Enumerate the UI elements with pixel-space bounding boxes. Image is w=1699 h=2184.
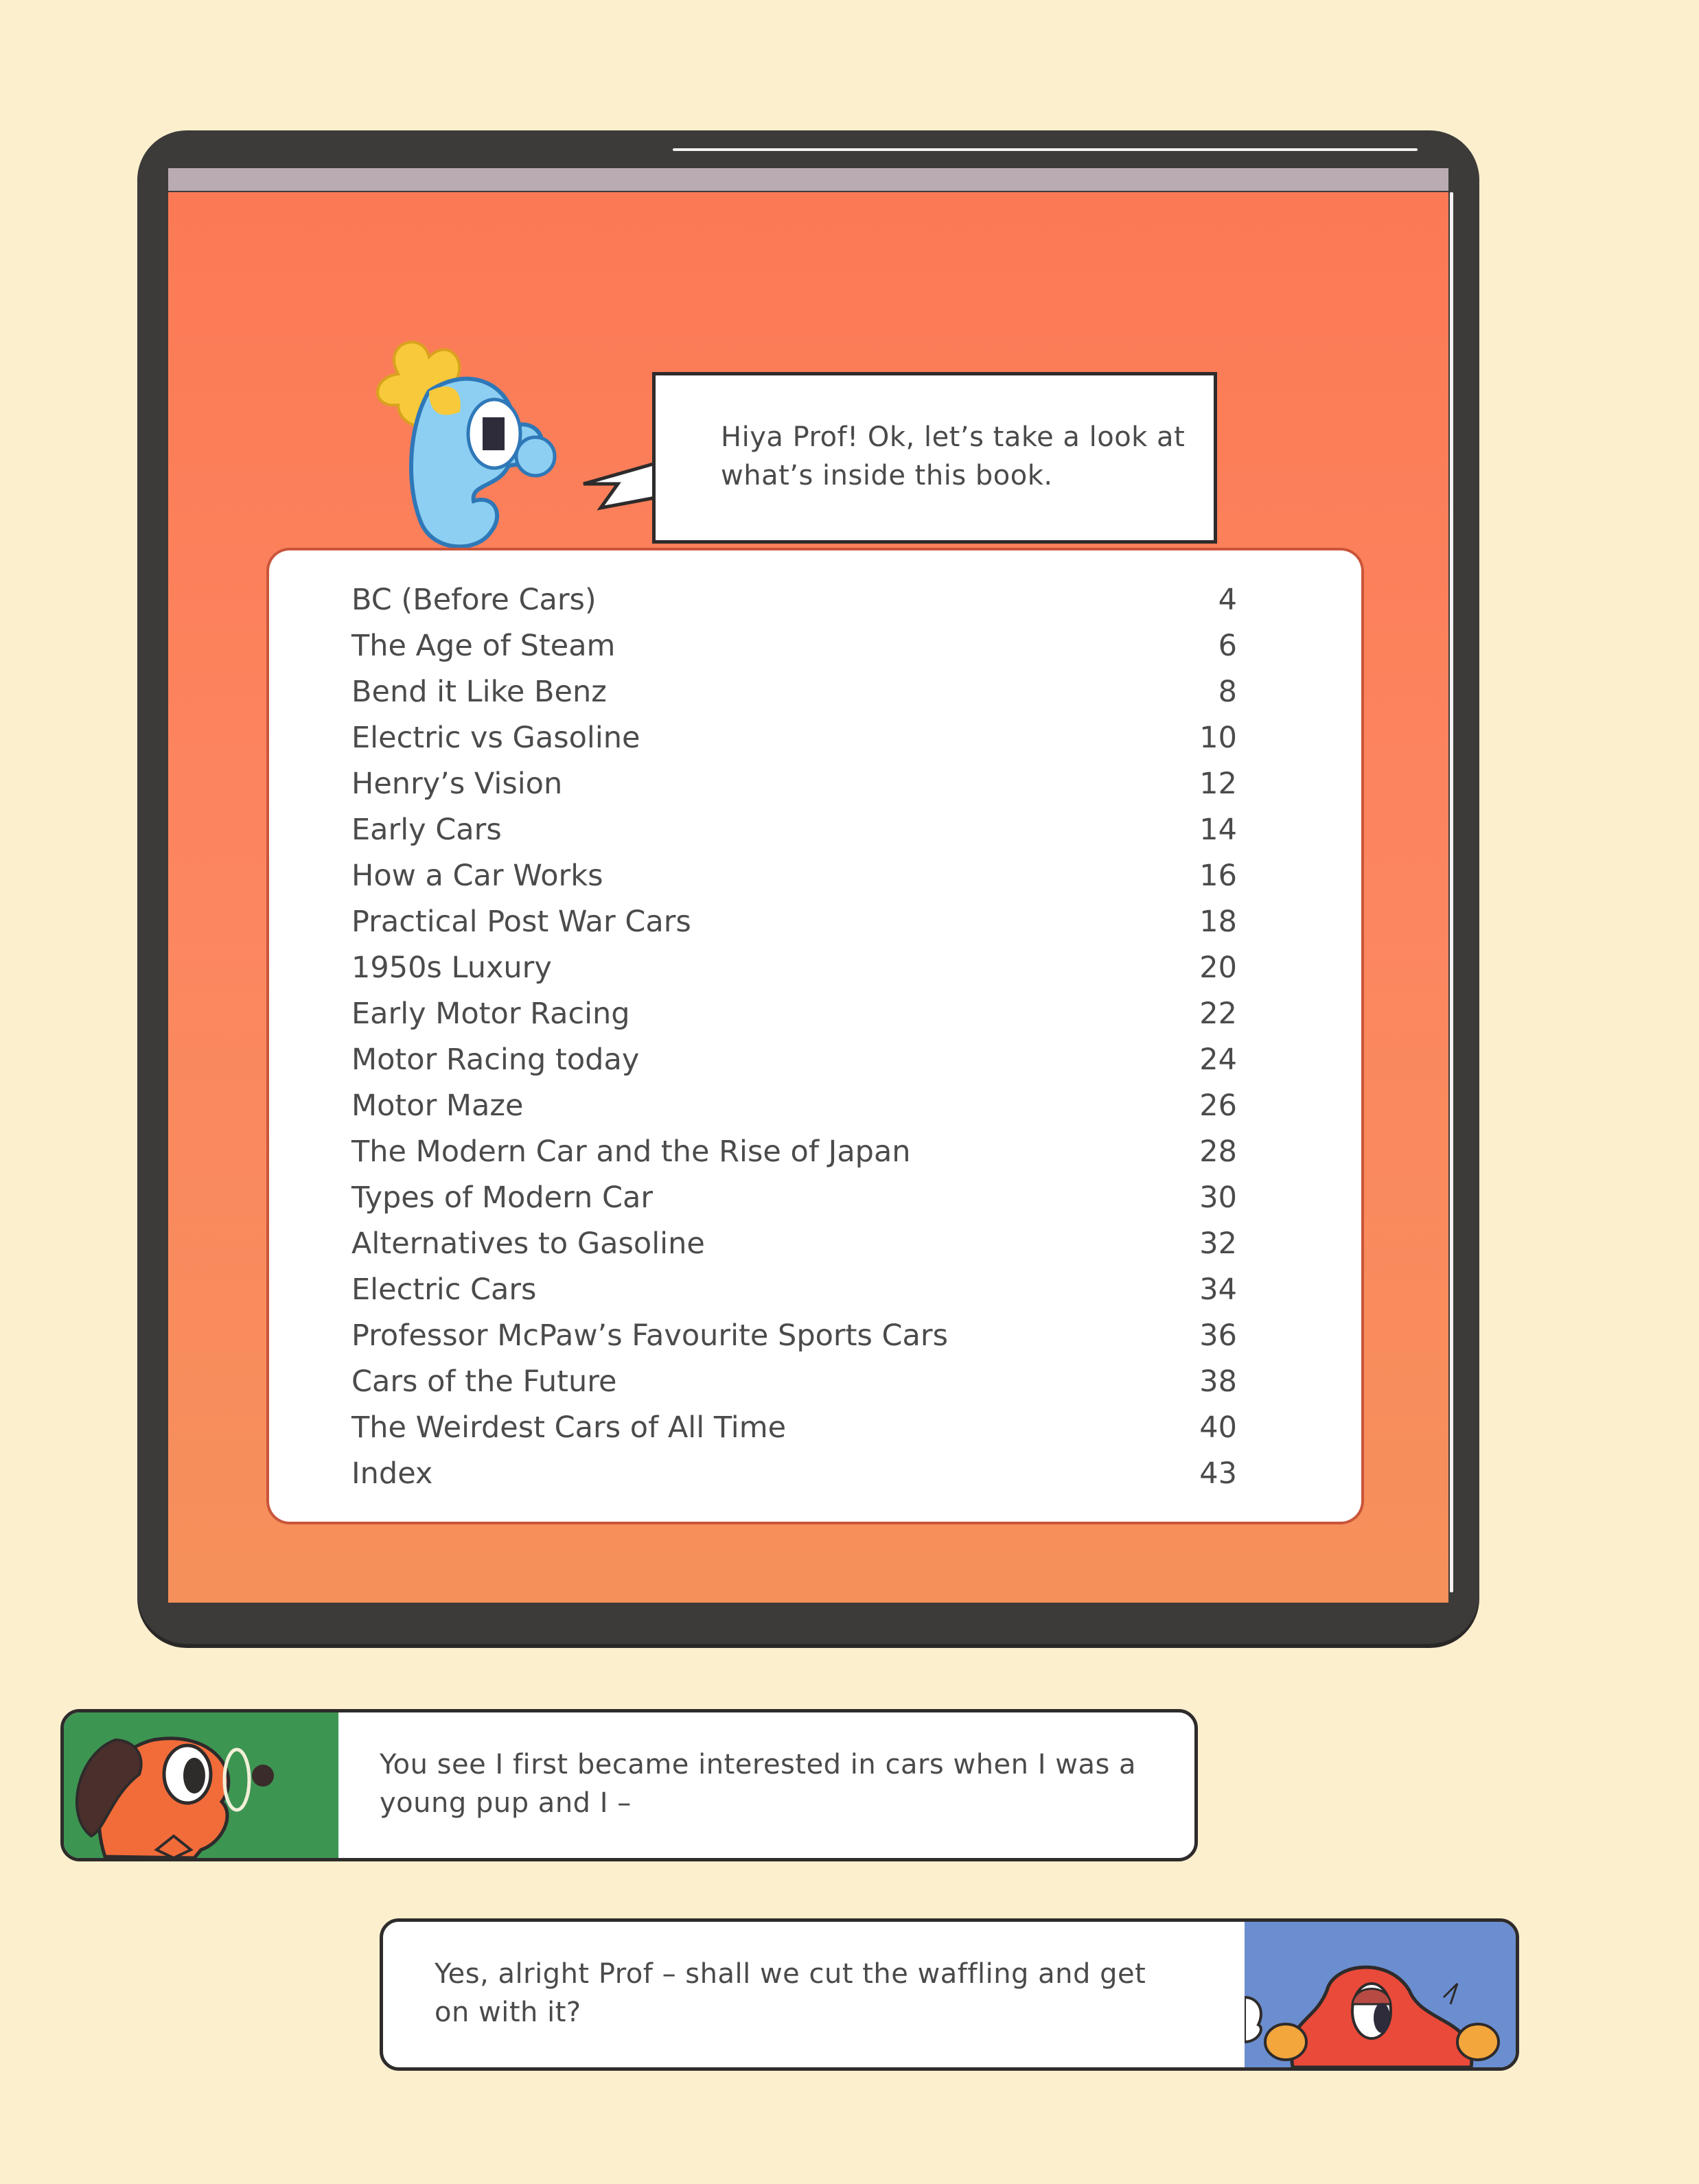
intro-speech-bubble bbox=[652, 372, 1217, 544]
toc-title: Electric Cars bbox=[351, 1272, 537, 1307]
intro-speech-text: Hiya Prof! Ok, let’s take a look at what’s inside this book. bbox=[721, 421, 1186, 491]
toc-entry[interactable] bbox=[351, 1404, 1237, 1450]
toc-page-number: 20 bbox=[1199, 950, 1237, 985]
toc-entry[interactable] bbox=[351, 806, 1237, 852]
toc-title: Index bbox=[351, 1456, 433, 1491]
toc-entry[interactable] bbox=[351, 1312, 1237, 1358]
toc-title: BC (Before Cars) bbox=[351, 582, 597, 617]
toc-title: Early Motor Racing bbox=[351, 996, 630, 1031]
toc-title: How a Car Works bbox=[351, 858, 603, 893]
toc-entry[interactable] bbox=[351, 669, 1237, 715]
toc-entry[interactable] bbox=[351, 1220, 1237, 1266]
toc-entry[interactable] bbox=[351, 852, 1237, 898]
toc-page-number: 26 bbox=[1199, 1088, 1237, 1123]
frame-highlight bbox=[1450, 192, 1453, 1592]
toc-title: The Age of Steam bbox=[351, 628, 616, 663]
toc-title: Motor Racing today bbox=[351, 1042, 640, 1077]
professor-dog-icon bbox=[64, 1712, 338, 1858]
toc-title: Practical Post War Cars bbox=[351, 904, 691, 939]
toc-page-number: 43 bbox=[1199, 1456, 1237, 1491]
toc-entry[interactable] bbox=[351, 1036, 1237, 1082]
toc-entry[interactable] bbox=[351, 898, 1237, 944]
toc-page-number: 32 bbox=[1199, 1226, 1237, 1261]
toc-title: Types of Modern Car bbox=[351, 1180, 654, 1215]
toc-page-number: 40 bbox=[1199, 1410, 1237, 1445]
toc-entry[interactable] bbox=[351, 1128, 1237, 1174]
toc-entry[interactable] bbox=[351, 990, 1237, 1036]
toc-page-number: 22 bbox=[1199, 996, 1237, 1031]
toc-title: The Modern Car and the Rise of Japan bbox=[351, 1134, 911, 1169]
toc-title: Alternatives to Gasoline bbox=[351, 1226, 705, 1261]
red-creature-icon bbox=[1245, 1922, 1516, 2067]
toc-page-number: 14 bbox=[1199, 812, 1237, 847]
toc-title: Early Cars bbox=[351, 812, 502, 847]
toc-title: 1950s Luxury bbox=[351, 950, 552, 985]
speech-tail-icon bbox=[580, 456, 662, 518]
professor-portrait bbox=[64, 1712, 338, 1858]
toc-entry[interactable] bbox=[351, 1358, 1237, 1404]
toc-page-number: 36 bbox=[1199, 1318, 1237, 1353]
toc-page-number: 18 bbox=[1199, 904, 1237, 939]
red-creature-portrait bbox=[1245, 1922, 1516, 2067]
professor-dialogue-bubble bbox=[60, 1709, 1198, 1861]
screen-area bbox=[168, 192, 1448, 1603]
frame-highlight bbox=[673, 148, 1418, 151]
toc-title: Motor Maze bbox=[351, 1088, 524, 1123]
toc-title: The Weirdest Cars of All Time bbox=[351, 1410, 787, 1445]
professor-dialogue-text: You see I first became interested in cars when I was a young pup and I – bbox=[380, 1749, 1137, 1819]
toc-page-number: 6 bbox=[1218, 628, 1237, 663]
toc-page-number: 30 bbox=[1199, 1180, 1237, 1215]
toc-page-number: 24 bbox=[1199, 1042, 1237, 1077]
toc-page-number: 38 bbox=[1199, 1364, 1237, 1399]
toc-page-number: 12 bbox=[1199, 766, 1237, 801]
window-title-bar bbox=[168, 168, 1448, 191]
toc-entry[interactable] bbox=[351, 944, 1237, 990]
red-creature-dialogue-bubble bbox=[380, 1918, 1519, 2071]
toc-entry[interactable] bbox=[351, 1174, 1237, 1220]
toc-title: Professor McPaw’s Favourite Sports Cars bbox=[351, 1318, 948, 1353]
toc-page-number: 34 bbox=[1199, 1272, 1237, 1307]
toc-entry[interactable] bbox=[351, 623, 1237, 669]
toc-entry[interactable] bbox=[351, 1266, 1237, 1312]
toc-page-number: 28 bbox=[1199, 1134, 1237, 1169]
toc-title: Electric vs Gasoline bbox=[351, 720, 640, 755]
toc-entry[interactable] bbox=[351, 1450, 1237, 1496]
toc-list bbox=[351, 577, 1237, 1496]
toc-title: Bend it Like Benz bbox=[351, 674, 607, 709]
toc-entry[interactable] bbox=[351, 1082, 1237, 1128]
monitor-frame bbox=[137, 130, 1479, 1644]
table-of-contents bbox=[269, 550, 1361, 1522]
toc-title: Henry’s Vision bbox=[351, 766, 563, 801]
toc-page-number: 10 bbox=[1199, 720, 1237, 755]
toc-entry[interactable] bbox=[351, 760, 1237, 806]
toc-page-number: 16 bbox=[1199, 858, 1237, 893]
toc-title: Cars of the Future bbox=[351, 1364, 617, 1399]
toc-entry[interactable] bbox=[351, 715, 1237, 760]
toc-entry[interactable] bbox=[351, 577, 1237, 623]
red-creature-dialogue-text: Yes, alright Prof – shall we cut the waffling and get on with it? bbox=[435, 1958, 1146, 2028]
toc-page-number: 4 bbox=[1218, 582, 1237, 617]
toc-page-number: 8 bbox=[1218, 674, 1237, 709]
